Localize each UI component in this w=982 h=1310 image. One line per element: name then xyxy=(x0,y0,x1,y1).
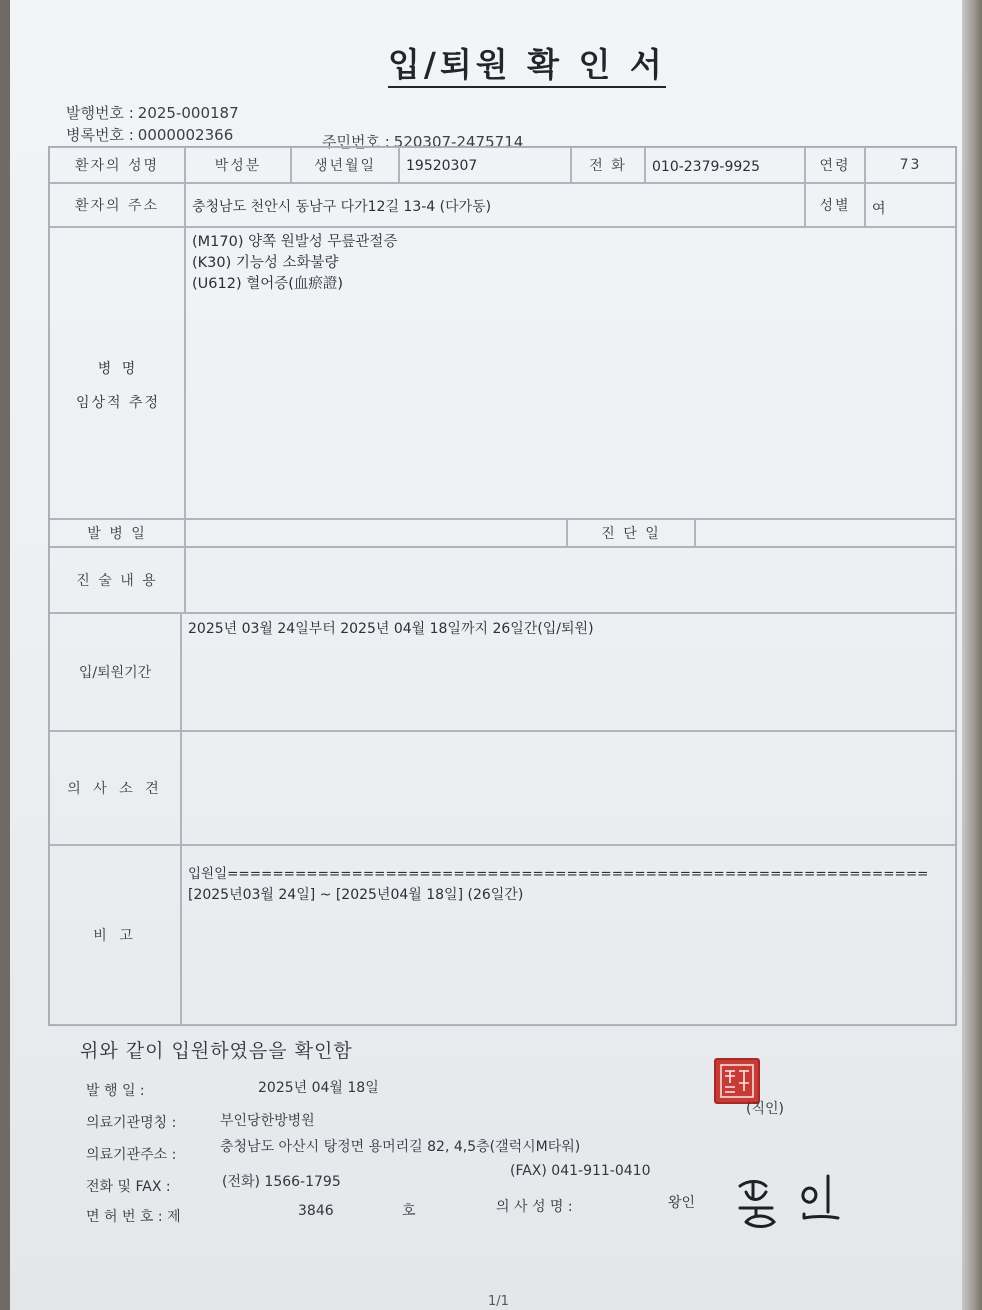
institution-address-label: 의료기관주소 : xyxy=(86,1147,177,1163)
opinion-label: 의 사 소 견 xyxy=(49,731,181,845)
patient-name-label: 환자의 성명 xyxy=(49,147,185,183)
phone-fax-label: 전화 및 FAX : xyxy=(86,1179,171,1195)
confirmation-text: 위와 같이 입원하였음을 확인함 xyxy=(80,1040,353,1062)
phone-number: 010-2379-9925 xyxy=(645,147,805,183)
doctor-signature xyxy=(734,1168,854,1232)
license-suffix: 호 xyxy=(402,1203,416,1219)
doctor-name: 왕인 xyxy=(668,1195,696,1211)
address: 충청남도 천안시 동남구 다가12길 13-4 (다가동) xyxy=(185,183,805,227)
record-form xyxy=(48,146,957,1026)
doctor-name-label: 의 사 성 명 : xyxy=(496,1199,573,1215)
patient-name: 박성분 xyxy=(185,147,291,183)
institution-address: 충청남도 아산시 탕정면 용머리길 82, 4,5층(갤럭시M타워) xyxy=(220,1139,581,1155)
diagnosis-item: (K30) 기능성 소화불량 xyxy=(192,255,339,271)
diagnosis-item: (M170) 양쪽 원발성 무릎관절증 xyxy=(192,234,398,250)
statement-label: 진 술 내 용 xyxy=(49,547,185,613)
institution-name: 부인당한방병원 xyxy=(220,1113,315,1129)
onset-date xyxy=(185,519,567,547)
remarks-line-1: 입원일============================================================== xyxy=(188,866,929,882)
age-value: 73 xyxy=(865,147,956,183)
doctor-opinion xyxy=(181,731,956,845)
diagnosis-list xyxy=(185,227,956,519)
diagnosis-date-label: 진 단 일 xyxy=(567,519,695,547)
diagnosis-date xyxy=(695,519,956,547)
period-label: 입/퇴원기간 xyxy=(49,613,181,731)
diagnosis-label-1: 병 명 xyxy=(97,361,139,377)
onset-label: 발 병 일 xyxy=(49,519,185,547)
institution-phone: (전화) 1566-1795 xyxy=(222,1174,341,1190)
license-number: 3846 xyxy=(298,1203,334,1219)
remarks xyxy=(181,845,956,1025)
age-label: 연령 xyxy=(805,147,865,183)
issue-date-label: 발 행 일 : xyxy=(86,1083,145,1099)
birth-label: 생년월일 xyxy=(291,147,399,183)
sex-label: 성별 xyxy=(805,183,865,227)
phone-label: 전 화 xyxy=(571,147,645,183)
record-number: 병록번호 : 0000002366 xyxy=(66,126,234,144)
remarks-line-2: [2025년03월 24일] ~ [2025년04월 18일] (26일간) xyxy=(188,887,524,903)
institution-name-label: 의료기관명칭 : xyxy=(86,1115,177,1131)
statement xyxy=(185,547,956,613)
seal-caption: (직인) xyxy=(746,1101,784,1117)
issue-date: 2025년 04월 18일 xyxy=(258,1080,379,1096)
diagnosis-label-2: 임상적 추정 xyxy=(75,395,161,411)
address-label: 환자의 주소 xyxy=(49,183,185,227)
document-title: 입/퇴원 확 인 서 xyxy=(388,46,666,88)
admission-period: 2025년 03월 24일부터 2025년 04월 18일까지 26일간(입/퇴원) xyxy=(181,613,956,731)
institution-fax: (FAX) 041-911-0410 xyxy=(510,1163,651,1179)
birth-date: 19520307 xyxy=(399,147,571,183)
remarks-label: 비 고 xyxy=(49,845,181,1025)
diagnosis-label xyxy=(49,227,185,519)
table-background xyxy=(962,0,982,1310)
sex-value: 여 xyxy=(865,183,956,227)
page-number: 1/1 xyxy=(488,1294,509,1309)
license-label: 면 허 번 호 : 제 xyxy=(86,1209,181,1225)
issue-number: 발행번호 : 2025-000187 xyxy=(66,104,239,122)
resident-number: 주민번호 : 520307-2475714 xyxy=(322,133,524,151)
diagnosis-item: (U612) 혈어증(血瘀證) xyxy=(192,276,344,292)
